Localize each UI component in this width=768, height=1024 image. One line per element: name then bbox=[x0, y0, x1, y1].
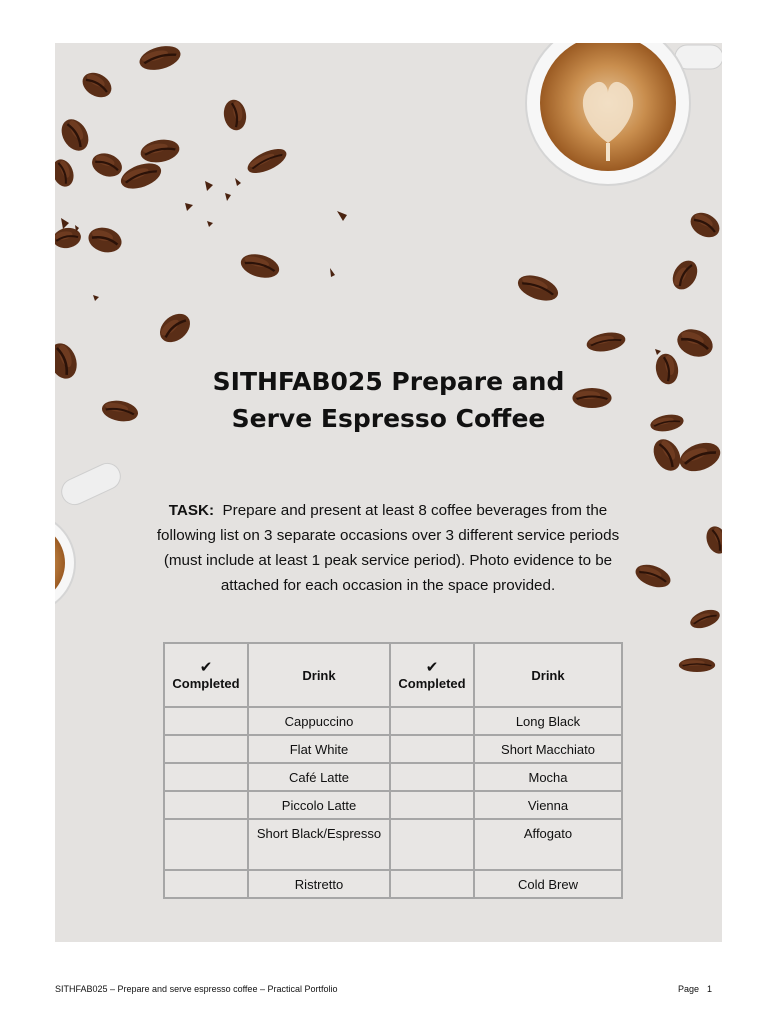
cover-panel bbox=[55, 43, 722, 942]
coffee-chaff bbox=[61, 178, 661, 355]
completed-cell[interactable] bbox=[390, 707, 474, 735]
completed-cell[interactable] bbox=[164, 791, 248, 819]
tick-icon: ✔ bbox=[425, 658, 439, 676]
completed-cell[interactable] bbox=[164, 707, 248, 735]
completed-cell[interactable] bbox=[164, 763, 248, 791]
completed-cell[interactable] bbox=[164, 870, 248, 898]
completed-cell[interactable] bbox=[390, 763, 474, 791]
header-completed-left: ✔ Completed bbox=[164, 643, 248, 707]
table-row bbox=[164, 819, 622, 870]
task-text: Prepare and present at least 8 coffee beverages from the following list on 3 separate occasions over 3 different service periods (must include at least 1 peak service period). Photo evidence to be attached for each occasion in the space provided. bbox=[156, 502, 620, 594]
title-line-1: SITHFAB025 Prepare and bbox=[212, 367, 565, 396]
drink-cell: Flat White bbox=[248, 735, 390, 763]
page-title bbox=[55, 363, 722, 437]
drink-cell: Short Macchiato bbox=[474, 735, 622, 763]
completed-cell[interactable] bbox=[390, 735, 474, 763]
drink-cell: Ristretto bbox=[248, 870, 390, 898]
task-description bbox=[143, 498, 633, 598]
footer-page-number: 1 bbox=[707, 984, 713, 994]
drink-cell: Cappuccino bbox=[248, 707, 390, 735]
drink-cell: Short Black/Espresso bbox=[248, 819, 390, 870]
tick-icon: ✔ bbox=[199, 658, 213, 676]
drink-cell: Cold Brew bbox=[474, 870, 622, 898]
completed-cell[interactable] bbox=[164, 819, 248, 870]
completed-cell[interactable] bbox=[390, 870, 474, 898]
footer-document-title: SITHFAB025 – Prepare and serve espresso coffee – Practical Portfolio bbox=[55, 984, 338, 994]
task-label: TASK: bbox=[168, 502, 215, 519]
table-row bbox=[164, 791, 622, 819]
table-row bbox=[164, 735, 622, 763]
drink-cell: Piccolo Latte bbox=[248, 791, 390, 819]
table-header-row bbox=[164, 643, 622, 707]
coffee-cup-left bbox=[55, 459, 125, 613]
drink-cell: Vienna bbox=[474, 791, 622, 819]
header-completed-right: ✔ Completed bbox=[390, 643, 474, 707]
table-row bbox=[164, 870, 622, 898]
drink-cell: Long Black bbox=[474, 707, 622, 735]
drink-cell: Affogato bbox=[474, 819, 622, 870]
completed-cell[interactable] bbox=[390, 791, 474, 819]
completed-cell[interactable] bbox=[390, 819, 474, 870]
header-drink-left: Drink bbox=[248, 643, 390, 707]
header-drink-right: Drink bbox=[474, 643, 622, 707]
title-line-2: Serve Espresso Coffee bbox=[231, 404, 546, 433]
completed-cell[interactable] bbox=[164, 735, 248, 763]
drink-cell: Café Latte bbox=[248, 763, 390, 791]
table-row bbox=[164, 763, 622, 791]
table-row bbox=[164, 707, 622, 735]
drinks-checklist-table bbox=[163, 642, 623, 899]
footer-page-label: Page bbox=[678, 984, 700, 994]
drink-cell: Mocha bbox=[474, 763, 622, 791]
coffee-cup-top-right bbox=[526, 43, 722, 185]
